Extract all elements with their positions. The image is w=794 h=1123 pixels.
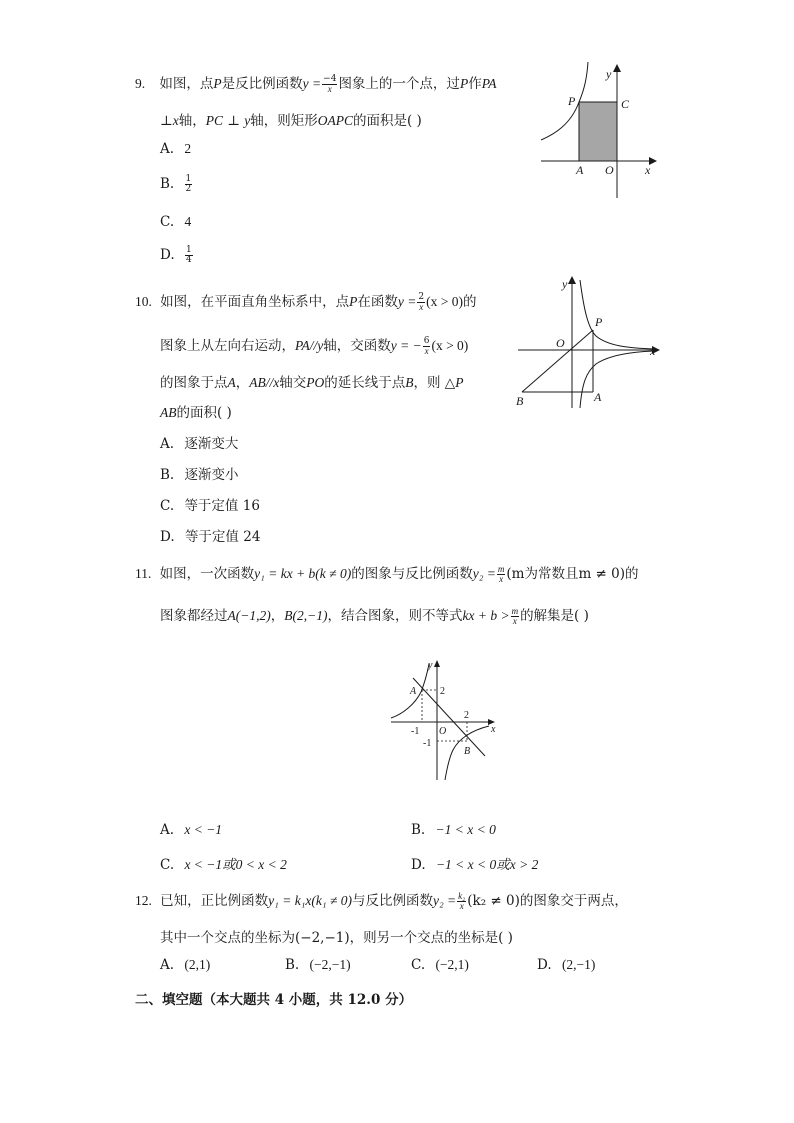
q10-curve-negative bbox=[580, 351, 654, 408]
q10-label-b: B bbox=[516, 394, 524, 408]
q9-line1 bbox=[135, 72, 496, 94]
q10-var-p: P bbox=[349, 294, 358, 309]
q11-label-a: A bbox=[410, 686, 417, 697]
q11-y-arrow bbox=[434, 660, 440, 667]
q12-line2 bbox=[160, 926, 513, 946]
q10-label-y: y bbox=[562, 277, 568, 291]
option-label: A. bbox=[160, 957, 175, 973]
q12-option-d[interactable] bbox=[537, 957, 595, 973]
q10-curve-positive bbox=[580, 280, 654, 349]
option-value: 4 bbox=[184, 214, 192, 229]
option-value: (−2,−1) bbox=[309, 957, 351, 972]
q9-y-arrow bbox=[613, 64, 621, 72]
q10-option-d[interactable] bbox=[160, 525, 260, 545]
frac-den: 2 bbox=[185, 184, 192, 194]
q9-frac-den: x bbox=[327, 84, 332, 94]
q11-figure bbox=[385, 656, 505, 786]
frac-den: x bbox=[459, 901, 464, 911]
q11-l1-a: 如图，一次函数 bbox=[159, 566, 255, 582]
q10-l2-b: 轴，交函数 bbox=[323, 338, 391, 354]
q11-tick-neg1y: -1 bbox=[423, 738, 432, 749]
q9-line2-c: 轴，则矩形 bbox=[250, 113, 318, 129]
q9-label-y: y bbox=[606, 67, 612, 81]
q9-text-c: 图象上的一个点，过 bbox=[338, 76, 460, 92]
q9-text-a: 如图，点 bbox=[159, 76, 214, 92]
q9-var-x: x bbox=[172, 113, 179, 128]
q12-l1-fraction bbox=[457, 892, 466, 911]
option-value: x < −1或0 < x < 2 bbox=[184, 857, 287, 872]
option-label: C. bbox=[411, 957, 426, 973]
q10-l3-b: ， bbox=[235, 375, 250, 391]
frac-den: x bbox=[499, 574, 504, 584]
q11-tick-2x: 2 bbox=[464, 710, 469, 721]
frac-den: x bbox=[512, 616, 517, 626]
option-label: B. bbox=[160, 176, 175, 192]
q11-point-b: B(2,−1) bbox=[284, 608, 328, 623]
q10-figure bbox=[508, 272, 668, 412]
q10-l3-c: 轴交 bbox=[279, 375, 307, 391]
q11-l2-c: ，结合图象，则不等式 bbox=[327, 608, 463, 624]
q10-var-p2: P bbox=[455, 375, 464, 390]
option-label: D. bbox=[537, 957, 552, 973]
option-label: B. bbox=[160, 467, 175, 483]
q11-number: 11. bbox=[135, 566, 152, 581]
q10-l2-fraction bbox=[423, 337, 431, 356]
q11-label-o: O bbox=[439, 726, 447, 737]
q9-label-c: C bbox=[621, 97, 630, 111]
q9-option-c[interactable] bbox=[160, 214, 191, 230]
q12-option-b[interactable] bbox=[285, 957, 351, 973]
q9-line2-d: 的面积是( ) bbox=[353, 113, 422, 129]
q10-l4-a: 的面积( ) bbox=[176, 405, 232, 421]
q12-option-c[interactable] bbox=[411, 957, 469, 973]
q12-y2-eq: y₂ = bbox=[432, 893, 457, 908]
q9-line2-b: 轴， bbox=[178, 113, 206, 129]
q9-number: 9. bbox=[135, 76, 146, 91]
option-label: D. bbox=[411, 857, 426, 873]
q11-label-b: B bbox=[464, 746, 471, 757]
q9-label-p: P bbox=[568, 94, 576, 108]
q10-var-pa: PA//y bbox=[295, 338, 324, 353]
q11-tick-2y: 2 bbox=[440, 686, 445, 697]
q9-frac-num: −4 bbox=[323, 74, 337, 84]
frac-num: m bbox=[497, 564, 505, 574]
q10-option-b[interactable] bbox=[160, 463, 239, 483]
q10-l3-d: 的延长线于点 bbox=[324, 375, 406, 391]
q11-l2-d: 的解集是( ) bbox=[520, 608, 589, 624]
option-fraction bbox=[185, 246, 193, 265]
q11-y1-expr: y₁ = kx + b(k ≠ 0) bbox=[254, 566, 352, 581]
q11-l1-fraction bbox=[497, 565, 506, 584]
q11-point-a: A(−1,2) bbox=[227, 608, 271, 623]
frac-num: 1 bbox=[185, 245, 192, 255]
q10-var-b: B bbox=[405, 375, 414, 390]
frac-num: 6 bbox=[423, 336, 430, 346]
q9-option-a[interactable] bbox=[160, 141, 191, 157]
frac-den: 4 bbox=[185, 255, 192, 265]
q9-label-a: A bbox=[576, 163, 584, 177]
q12-l1-c: (k₂ ≠ 0)的图象交于两点， bbox=[467, 893, 628, 909]
q9-label-o: O bbox=[605, 163, 614, 177]
q11-option-c[interactable] bbox=[160, 853, 287, 873]
q10-l1-b: 在函数 bbox=[357, 294, 398, 310]
q10-line1 bbox=[135, 290, 477, 312]
option-value: 逐渐变大 bbox=[184, 436, 239, 452]
q12-line1 bbox=[135, 889, 628, 911]
q9-label-x: x bbox=[645, 163, 651, 177]
q10-number: 10. bbox=[135, 294, 152, 309]
q10-var-ab: AB//x bbox=[249, 375, 280, 390]
option-value: −1 < x < 0 bbox=[435, 822, 496, 837]
frac-den: x bbox=[424, 346, 429, 356]
q9-eq-left: y = bbox=[302, 76, 322, 91]
option-value: 等于定值 16 bbox=[184, 498, 260, 514]
q9-var-pc: PC bbox=[205, 113, 223, 128]
option-label: B. bbox=[411, 822, 426, 838]
option-value: x < −1 bbox=[184, 822, 223, 837]
q9-var-p: P bbox=[213, 76, 222, 91]
q9-line2 bbox=[160, 109, 422, 129]
q9-perp-sym: ⊥ bbox=[160, 113, 173, 129]
q11-y2-eq: y₂ = bbox=[472, 566, 496, 581]
q10-l2-a: 图象上从左向右运动， bbox=[160, 338, 295, 354]
option-fraction bbox=[185, 175, 193, 194]
q10-option-c[interactable] bbox=[160, 494, 260, 514]
frac-num: k₂ bbox=[458, 891, 466, 901]
q10-l3-e: ，则 △ bbox=[413, 375, 456, 391]
q11-tick-neg1x: -1 bbox=[411, 726, 420, 737]
q10-label-a: A bbox=[594, 390, 602, 404]
q11-option-b[interactable] bbox=[411, 822, 496, 838]
q11-line1 bbox=[135, 562, 639, 584]
q11-l2-b: ， bbox=[270, 608, 285, 624]
option-value: −1 < x < 0或x > 2 bbox=[435, 857, 539, 872]
q9-var-p2: P bbox=[459, 76, 469, 91]
q11-line2 bbox=[160, 604, 589, 626]
q11-label-x: x bbox=[491, 724, 496, 735]
q9-option-d[interactable] bbox=[160, 246, 194, 265]
q10-l3-a: 的图象于点 bbox=[160, 375, 228, 391]
q12-l1-b: 与反比例函数 bbox=[351, 893, 433, 909]
q10-y-arrow bbox=[568, 276, 576, 284]
q11-label-y: y bbox=[428, 660, 433, 671]
q12-y1-expr: y₁ = k₁x(k₁ ≠ 0) bbox=[268, 893, 352, 908]
option-value: 等于定值 24 bbox=[184, 529, 261, 545]
option-label: D. bbox=[160, 247, 175, 263]
q11-l2-a: 图象都经过 bbox=[160, 608, 228, 624]
q9-figure bbox=[535, 60, 665, 200]
q11-l1-b: 的图象与反比例函数 bbox=[351, 566, 473, 582]
section-2-heading: 二、填空题（本大题共 4 小题，共 12.0 分） bbox=[135, 992, 413, 1008]
q9-rect-oapc bbox=[579, 102, 617, 161]
option-value: (−2,1) bbox=[435, 957, 469, 972]
q12-option-a[interactable] bbox=[160, 957, 210, 973]
q9-var-oapc: OAPC bbox=[317, 113, 353, 128]
q10-l2-c: (x > 0) bbox=[431, 338, 469, 353]
q9-var-pa: PA bbox=[481, 76, 497, 91]
q10-label-x: x bbox=[650, 344, 656, 358]
option-label: B. bbox=[285, 957, 300, 973]
q10-l2-eq: y = − bbox=[390, 338, 422, 353]
frac-den: x bbox=[419, 302, 424, 312]
q10-l1-fraction bbox=[417, 293, 425, 312]
q10-option-a[interactable] bbox=[160, 432, 238, 452]
q9-text-d: 作 bbox=[468, 76, 482, 92]
option-label: C. bbox=[160, 214, 175, 230]
option-label: D. bbox=[160, 529, 175, 545]
q11-inequality: kx + b > bbox=[462, 608, 510, 623]
option-label: C. bbox=[160, 857, 175, 873]
q11-option-a[interactable] bbox=[160, 822, 222, 838]
option-label: A. bbox=[160, 141, 175, 157]
q10-line4 bbox=[160, 401, 232, 421]
frac-num: 2 bbox=[418, 292, 425, 302]
option-label: C. bbox=[160, 498, 175, 514]
q12-l2-a: 其中一个交点的坐标为(−2,−1)，则另一个交点的坐标是( ) bbox=[160, 930, 513, 946]
q10-var-po: PO bbox=[306, 375, 325, 390]
q10-l1-c: (x > 0)的 bbox=[426, 294, 477, 309]
q10-line3 bbox=[160, 371, 463, 391]
option-label: A. bbox=[160, 436, 175, 452]
q9-perp2: ⊥ bbox=[222, 113, 245, 129]
q12-l1-a: 已知，正比例函数 bbox=[160, 893, 269, 909]
frac-num: 1 bbox=[185, 174, 192, 184]
q10-label-o: O bbox=[556, 336, 565, 350]
option-value: (2,−1) bbox=[561, 957, 596, 972]
q10-l1-a: 如图，在平面直角坐标系中，点 bbox=[160, 294, 350, 310]
option-value: 2 bbox=[184, 141, 192, 156]
q9-var-y: y bbox=[244, 113, 251, 128]
q9-text-b: 是反比例函数 bbox=[221, 76, 303, 92]
option-value: 逐渐变小 bbox=[184, 467, 239, 483]
q10-var-a: A bbox=[227, 375, 236, 390]
q11-l2-fraction bbox=[511, 607, 520, 626]
frac-num: m bbox=[511, 606, 519, 616]
q12-number: 12. bbox=[135, 893, 152, 908]
q10-var-ab2: AB bbox=[160, 405, 177, 420]
q10-label-p: P bbox=[595, 315, 603, 329]
q9-fraction bbox=[322, 75, 337, 94]
q11-l1-c: (m为常数且m ≠ 0)的 bbox=[506, 566, 639, 582]
q9-option-b[interactable] bbox=[160, 175, 193, 194]
option-value: (2,1) bbox=[184, 957, 211, 972]
q10-l1-eq: y = bbox=[397, 294, 417, 309]
q10-line2 bbox=[160, 334, 468, 356]
q11-option-d[interactable] bbox=[411, 853, 538, 873]
option-label: A. bbox=[160, 822, 175, 838]
